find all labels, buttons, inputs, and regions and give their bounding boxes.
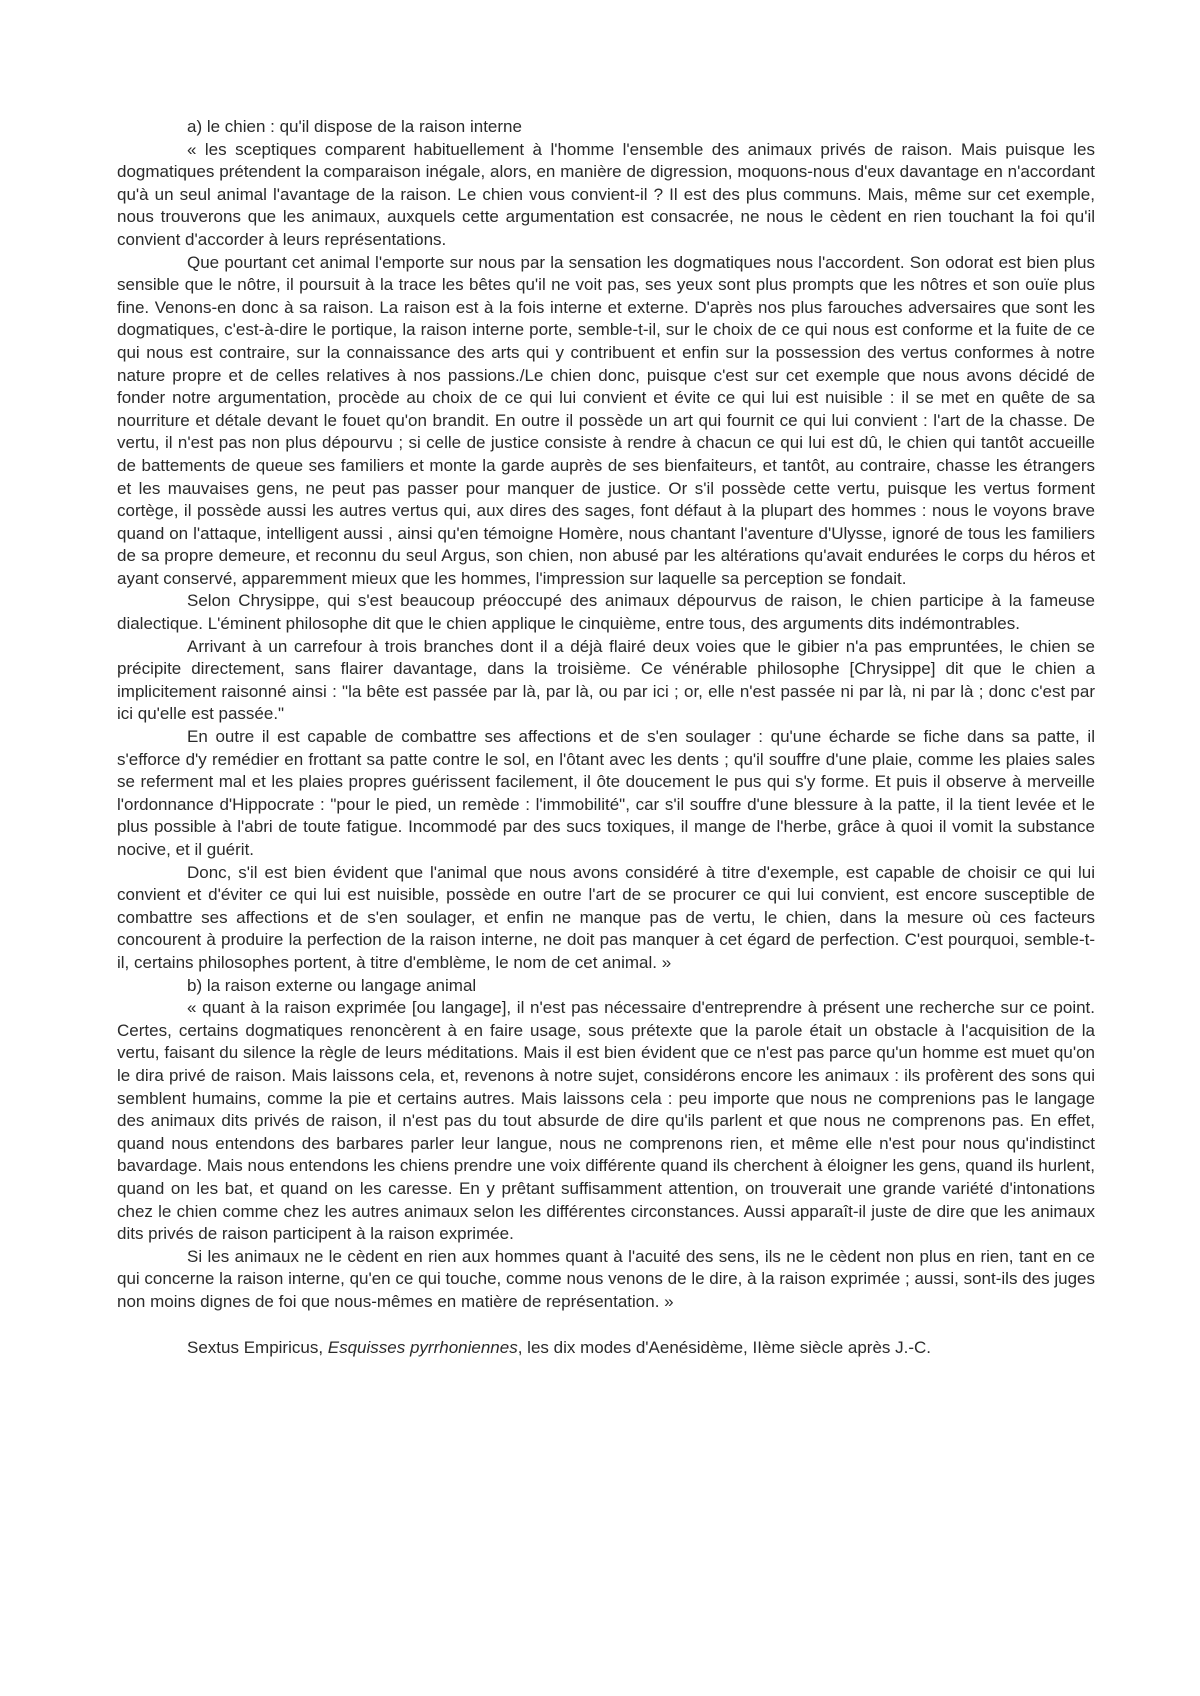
paragraph-a-4: Arrivant à un carrefour à trois branches dont il a déjà flairé deux voies que le gibier n'a pas empruntées, le chien se précipite directement, sans flairer davantage, dans la troisième. Ce vénérable philosophe [Chrysippe] dit que le chien a implicitement raisonné ainsi : "la bête est passée par là, par là, ou par ici ; or, elle n'est passée ni par là, ni par là ; donc c'est par ici qu'elle est passée." bbox=[117, 636, 1095, 724]
citation-details: , les dix modes d'Aenésidème, IIème siècle après J.-C. bbox=[517, 1338, 932, 1358]
document-page bbox=[117, 116, 1095, 1360]
paragraph-a-2: Que pourtant cet animal l'emporte sur nous par la sensation les dogmatiques nous l'accordent. Son odorat est bien plus sensible que le nôtre, il poursuit à la trace les bêtes qu'il ne voit pas, ses yeux sont plus prompts que les nôtres et son ouïe plus fine. Venons-en donc à sa raison. La raison est à la fois interne et externe. D'après nos plus farouches adversaires que sont les dogmatiques, c'est-à-dire le portique, la raison interne porte, semble-t-il, sur le choix de ce qui nous est conforme et la fuite de ce qui nous est contraire, sur la connaissance des arts qui y contribuent et enfin sur la possession des vertus conformes à notre nature propre et de celles relatives à nos passions./Le chien donc, puisque c'est sur cet exemple que nous avons décidé de fonder notre argumentation, procède au choix de ce qui lui convient et évite ce qui lui est nuisible : il se met en quête de sa nourriture et détale devant le fouet qu'on brandit. En outre il possède un art qui fournit ce qui lui convient : l'art de la chasse. De vertu, il n'est pas non plus dépourvu ; si celle de justice consiste à rendre à chacun ce qui lui est dû, le chien qui tantôt accueille de battements de queue ses familiers et monte la garde auprès de ses bienfaiteurs, et tantôt, au contraire, chasse les étrangers et les mauvaises gens, ne peut pas passer pour manquer de justice. Or s'il possède cette vertu, puisque les vertus forment cortège, il possède aussi les autres vertus qui, aux dires des sages, font défaut à la plupart des hommes : nous le voyons brave quand on l'attaque, intelligent aussi , ainsi qu'en témoigne Homère, nous chantant l'aventure d'Ulysse, ignoré de tous les familiers de sa propre demeure, et reconnu du seul Argus, son chien, non abusé par les altérations qu'avait endurées le corps du héros et ayant conservé, apparemment mieux que les hommes, l'impression sur laquelle sa perception se fondait. bbox=[117, 252, 1095, 588]
paragraph-a-5: En outre il est capable de combattre ses affections et de s'en soulager : qu'une écharde se fiche dans sa patte, il s'efforce d'y remédier en frottant sa patte contre le sol, en l'ôtant avec les dents ; qu'il souffre d'une plaie, comme les plaies sales se referment mal et les plaies propres guérissent facilement, il ôte doucement le pus qui s'y forme. Et puis il observe à merveille l'ordonnance d'Hippocrate : "pour le pied, un remède : l'immobilité", car s'il souffre d'une blessure à la patte, il la tient levée et le plus possible à l'abri de toute fatigue. Incommodé par des sucs toxiques, il mange de l'herbe, grâce à quoi il vomit la substance nocive, et il guérit. bbox=[117, 727, 1095, 859]
citation-work-title: Esquisses pyrrhoniennes bbox=[327, 1338, 518, 1358]
paragraph-b-2: Si les animaux ne le cèdent en rien aux hommes quant à l'acuité des sens, ils ne le cèdent non plus en rien, tant en ce qui concerne la raison interne, qu'en ce qui touche, comme nous venons de le dire, à la raison exprimée ; aussi, sont-ils des juges non moins dignes de foi que nous-mêmes en matière de représentation. » bbox=[117, 1246, 1095, 1311]
citation-author: Sextus Empiricus, bbox=[187, 1338, 328, 1358]
paragraph-a-3: Selon Chrysippe, qui s'est beaucoup préoccupé des animaux dépourvus de raison, le chien participe à la fameuse dialectique. L'éminent philosophe dit que le chien applique le cinquième, entre tous, des arguments dits indémontrables. bbox=[117, 591, 1095, 634]
source-citation bbox=[117, 1337, 1095, 1360]
paragraph-b-1: « quant à la raison exprimée [ou langage], il n'est pas nécessaire d'entreprendre à présent une recherche sur ce point. Certes, certains dogmatiques renoncèrent à en faire usage, sous prétexte que la parole était un obstacle à l'acquisition de la vertu, faisant du silence la règle de leurs méditations. Mais il est bien évident que ce n'est pas parce qu'un homme est muet qu'on le dira privé de raison. Mais laissons cela, et, revenons à notre sujet, considérons encore les animaux : ils profèrent des sons qui semblent humains, comme la pie et certains autres. Mais laissons cela : peu importe que nous ne comprenions pas le langage des animaux dits privés de raison, il n'est pas du tout absurde de dire qu'ils parlent et que nous ne comprenons pas. En effet, quand nous entendons des barbares parler leur langue, nous ne comprenons rien, et même elle n'est pour nous qu'indistinct bavardage. Mais nous entendons les chiens prendre une voix différente quand ils cherchent à éloigner les gens, quand ils hurlent, quand on les bat, et quand on les caresse. En y prêtant suffisamment attention, on trouverait une grande variété d'intonations chez le chien comme chez les autres animaux selon les différentes circonstances. Aussi apparaît-il juste de dire que les animaux dits privés de raison participent à la raison exprimée. bbox=[117, 998, 1095, 1244]
paragraph-a-1: « les sceptiques comparent habituellement à l'homme l'ensemble des animaux privés de raison. Mais puisque les dogmatiques prétendent la comparaison inégale, alors, en manière de digression, moquons-nous d'eux davantage en n'accordant qu'à un seul animal l'avantage de la raison. Le chien vous convient-il ? Il est des plus communs. Mais, même sur cet exemple, nous trouverons que les animaux, auxquels cette argumentation est consacrée, ne nous le cèdent en rien touchant la foi qu'il convient d'accorder à leurs représentations. bbox=[117, 139, 1095, 249]
section-b-title: b) la raison externe ou langage animal bbox=[187, 975, 477, 995]
paragraph-a-6: Donc, s'il est bien évident que l'animal que nous avons considéré à titre d'exemple, est capable de choisir ce qui lui convient et d'éviter ce qui lui est nuisible, possède en outre l'art de se procurer ce qui lui convient, est encore susceptible de combattre ses affections et de s'en soulager, et enfin ne manque pas de vertu, le chien, dans la mesure où ces facteurs concourent à produire la perfection de la raison interne, ne doit pas manquer à cet égard de perfection. C'est pourquoi, semble-t-il, certains philosophes portent, à titre d'emblème, le nom de cet animal. » bbox=[117, 862, 1095, 972]
section-a-title: a) le chien : qu'il dispose de la raison interne bbox=[187, 117, 522, 136]
